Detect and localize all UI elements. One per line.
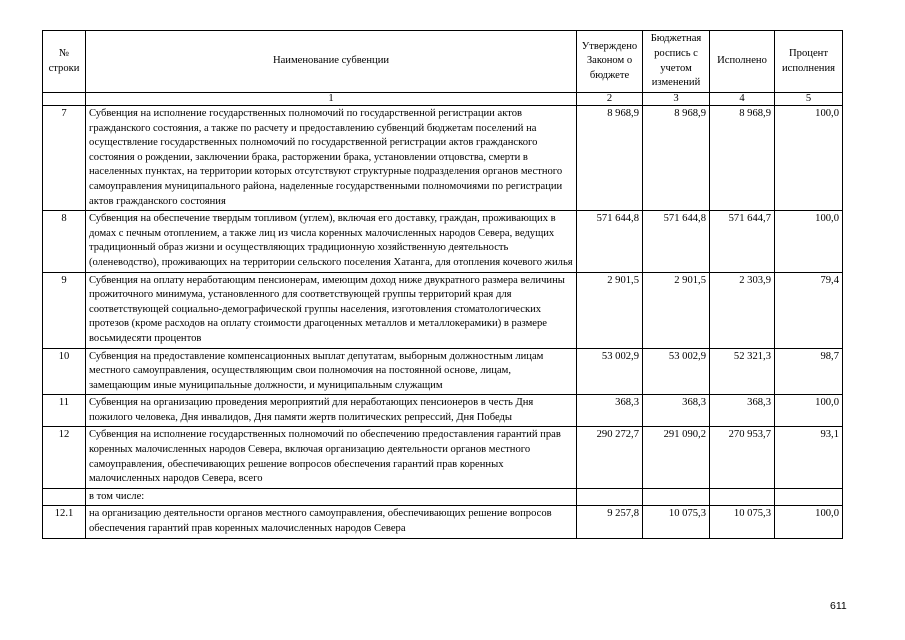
percent-value: 93,1 (775, 427, 843, 488)
executed-value: 368,3 (710, 395, 775, 427)
budget-value: 291 090,2 (643, 427, 710, 488)
row-number: 11 (43, 395, 86, 427)
approved-value: 571 644,8 (577, 211, 643, 272)
executed-value: 2 303,9 (710, 272, 775, 348)
header-row-no: № строки (43, 31, 86, 93)
subsidy-name: Субвенция на предоставление компенсационных выплат депутатам, выборным должностным лицам местного самоуправления, осуществляющим свои полномочия на постоянной основе, лицам, замещающим иные муниципальные должности, и муниципальным служащим (86, 348, 577, 395)
row-number: 8 (43, 211, 86, 272)
approved-value: 53 002,9 (577, 348, 643, 395)
header-percent: Процент исполнения (775, 31, 843, 93)
approved-value: 2 901,5 (577, 272, 643, 348)
subsidy-name: на организацию деятельности органов местного самоуправления, обеспечивающих решение вопросов обеспечения гарантий прав коренных малочисленных народов Севера (86, 506, 577, 538)
row-number: 10 (43, 348, 86, 395)
executed-value: 8 968,9 (710, 106, 775, 211)
header-name: Наименование субвенции (86, 31, 577, 93)
budget-value: 571 644,8 (643, 211, 710, 272)
table-row (43, 488, 843, 506)
approved-value: 8 968,9 (577, 106, 643, 211)
column-index: 2 (577, 93, 643, 106)
row-number: 7 (43, 106, 86, 211)
approved-value: 368,3 (577, 395, 643, 427)
column-index: 3 (643, 93, 710, 106)
header-budget: Бюджетная роспись с учетом изменений (643, 31, 710, 93)
subsidy-name: Субвенция на оплату неработающим пенсионерам, имеющим доход ниже двукратного размера величины прожиточного минимума, установленного для соответствующей группы территорий края для соответствующей социально-демографической группы населения, изготовления стоматологических протезов (кроме расходов на оплату стоимости драгоценных металлов и металлокерамики) в размере восьмидесяти процентов (86, 272, 577, 348)
percent-value: 79,4 (775, 272, 843, 348)
budget-value: 53 002,9 (643, 348, 710, 395)
table-row (43, 211, 843, 272)
percent-value: 98,7 (775, 348, 843, 395)
column-index: 4 (710, 93, 775, 106)
executed-value (710, 488, 775, 506)
column-index: 5 (775, 93, 843, 106)
column-index-row (43, 93, 843, 106)
row-number (43, 488, 86, 506)
percent-value: 100,0 (775, 506, 843, 538)
percent-value: 100,0 (775, 395, 843, 427)
budget-value (643, 488, 710, 506)
table-row (43, 272, 843, 348)
executed-value: 270 953,7 (710, 427, 775, 488)
subsidy-name: Субвенция на исполнение государственных полномочий по обеспечению предоставления гарантий прав коренных малочисленных народов Севера, включая организацию деятельности органов местного самоуправления, обеспечивающих решение вопросов обеспечения гарантий прав коренных малочисленных народов Севера, всего (86, 427, 577, 488)
executed-value: 10 075,3 (710, 506, 775, 538)
percent-value: 100,0 (775, 211, 843, 272)
row-number: 9 (43, 272, 86, 348)
header-executed: Исполнено (710, 31, 775, 93)
row-number: 12 (43, 427, 86, 488)
budget-value: 2 901,5 (643, 272, 710, 348)
header-row (43, 31, 843, 93)
table-row (43, 106, 843, 211)
page-number: 611 (830, 600, 847, 612)
budget-value: 8 968,9 (643, 106, 710, 211)
header-approved: Утверждено Законом о бюджете (577, 31, 643, 93)
subsidy-name: Субвенция на исполнение государственных полномочий по государственной регистрации актов гражданского состояния, а также по расчету и предоставлению субвенций бюджетам поселений на осуществление государственных полномочий по государственной регистрации актов гражданского состояния о рождении, заключении брака, расторжении брака, установлении отцовства, смерти в населенных пунктах, на территории которых отсутствуют структурные подразделения органов местного самоуправления муниципального района, наделенные государственными полномочиями по регистрации актов гражданского состояния (86, 106, 577, 211)
approved-value: 290 272,7 (577, 427, 643, 488)
column-index-blank (43, 93, 86, 106)
subsidy-name: в том числе: (86, 488, 577, 506)
table-row (43, 506, 843, 538)
executed-value: 571 644,7 (710, 211, 775, 272)
percent-value (775, 488, 843, 506)
subsidy-name: Субвенция на обеспечение твердым топливом (углем), включая его доставку, граждан, проживающих в домах с печным отоплением, а также лиц из числа коренных малочисленных народов Севера, ведущих традиционный образ жизни и осуществляющих традиционную хозяйственную деятельность (оленеводство), проживающих на территории сельского поселения Хатанга, для отопления кочевого жилья (86, 211, 577, 272)
approved-value: 9 257,8 (577, 506, 643, 538)
table-row (43, 427, 843, 488)
subsidy-name: Субвенция на организацию проведения мероприятий для неработающих пенсионеров в честь Дня пожилого человека, Дня инвалидов, Дня памяти жертв политических репрессий, Дня Победы (86, 395, 577, 427)
table-row (43, 395, 843, 427)
row-number: 12.1 (43, 506, 86, 538)
column-index: 1 (86, 93, 577, 106)
budget-value: 368,3 (643, 395, 710, 427)
table-row (43, 348, 843, 395)
approved-value (577, 488, 643, 506)
budget-value: 10 075,3 (643, 506, 710, 538)
subsidies-table (42, 30, 843, 539)
executed-value: 52 321,3 (710, 348, 775, 395)
percent-value: 100,0 (775, 106, 843, 211)
